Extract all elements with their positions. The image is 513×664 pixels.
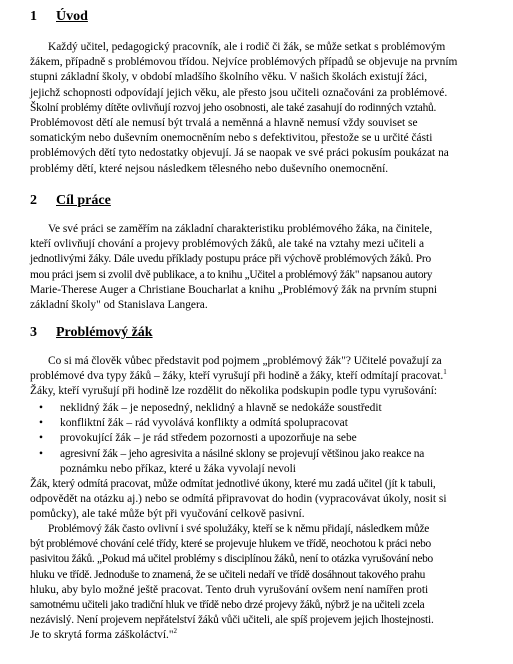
paragraph-uvod — [30, 40, 506, 177]
section-title: Cíl práce — [56, 193, 111, 208]
text-line: hluku, aby bylo možné ještě pracovat. Tento druh vyrušování ovšem není namířen proti — [30, 583, 429, 596]
section-heading-uvod — [30, 9, 88, 25]
list-item — [30, 401, 506, 416]
section-heading-problemovy-zak — [30, 325, 153, 341]
section-title: Úvod — [56, 9, 88, 24]
section-title: Problémový žák — [56, 325, 153, 340]
list-item-text: agresivní žák – jeho agresivita a násilné sklony se projevují většinou jako reakce na — [60, 447, 425, 460]
list-item — [30, 416, 506, 431]
text-line: žákem, případně s problémovou třídou. Nejvíce problémových případů se objevuje na prvním — [30, 56, 458, 69]
text-line: nezávislý. Není projevem nepřátelství žáků vůči učiteli, ale spíš projevem jejich lhostejnosti. — [30, 614, 434, 627]
text-line: být problémové chování celé třídy, které se projevuje hlukem ve třídě, neochotou k práci nebo — [30, 538, 431, 551]
text-line: pasivitou žáků. „Pokud má učitel problémy s disciplínou žáků, není to otázka vyrušování nebo — [30, 553, 433, 566]
text-line: Je to skrytá forma záškoláctví." — [30, 629, 174, 642]
text-line: mou práci jsem si zvolil dvě publikace, a to knihu „Učitel a problémový žák" napsanou autory — [30, 268, 433, 281]
section-number: 2 — [30, 193, 37, 208]
text-line: Každý učitel, pedagogický pracovník, ale i rodič či žák, se může setkat s problémovým — [48, 41, 446, 53]
list-item-text-continued: poznámku nebo příkaz, které u žáka vyvolají nevoli — [60, 462, 296, 475]
bullet-icon: • — [39, 417, 43, 430]
paragraph-cil-prace — [30, 222, 506, 313]
section-heading-cil-prace — [30, 193, 111, 209]
list-item-text: neklidný žák – je neposedný, neklidný a hlavně se nedokáže soustředit — [60, 402, 382, 414]
text-line: Ve své práci se zaměřím na základní charakteristiku problémového žáka, na činitele, — [48, 223, 433, 235]
text-line: samotnému učiteli jako tradiční hluk ve třídě nebo drzé projevy žáků, nýbrž je na učiteli zcela — [30, 599, 425, 612]
text-line: pomůcky), ale také může být při vyučování celkově pasivní. — [30, 508, 305, 521]
bullet-icon: • — [39, 447, 43, 460]
list-item-text: provokující žák – je rád středem pozornosti a upozorňuje na sebe — [60, 432, 357, 445]
paragraph-refusing-work — [30, 477, 506, 523]
text-line: kteří ovlivňují chování a projevy problémových žáků, ale také na vztahy mezi učiteli a — [30, 238, 425, 251]
text-line: Marie-Therese Auger a Christiane Boucharlat a knihu „Problémový žák na prvním stupni — [30, 283, 438, 296]
text-line: Co si má člověk vůbec představit pod pojmem „problémový žák"? Učitelé považují za — [48, 355, 442, 367]
text-line: Žák, který odmítá pracovat, může odmítat jednotlivé úkony, které mu zadá učitel (jít k tabuli, — [30, 478, 436, 490]
text-line: hluku ve třídě. Jednoduše to znamená, že se učiteli nedaří ve třídě dosáhnout takového prahu — [30, 568, 425, 581]
list-item-text: konfliktní žák – rád vyvolává konflikty a odmítá spolupracovat — [60, 417, 348, 430]
text-line-with-footnote — [30, 628, 506, 643]
text-line: somatickým nebo duševním onemocněním nebo s defektivitou, přestože se u určité části — [30, 132, 433, 145]
paragraph-influence-classmates — [30, 522, 506, 644]
text-line-with-footnote — [30, 369, 506, 384]
text-line: Problémovost dětí ale nemusí být trvalá a neměnná a hlavně nemusí vždy souviset se — [30, 117, 418, 130]
footnote-ref: 2 — [173, 627, 178, 636]
text-line: Žáky, kteří vyrušují při hodině lze rozdělit do několika podskupin podle typu vyrušování: — [30, 385, 438, 398]
section-number: 1 — [30, 9, 37, 24]
section-number: 3 — [30, 325, 37, 340]
bullet-icon: • — [39, 432, 43, 445]
text-line: Problémový žák často ovlivní i své spolužáky, kteří se k němu přidají, následkem může — [48, 523, 430, 535]
paragraph-problemovy-zak-intro — [30, 354, 506, 400]
bullet-icon: • — [39, 402, 43, 414]
list-item — [30, 447, 506, 477]
disruption-types-list — [30, 401, 506, 477]
footnote-ref: 1 — [443, 368, 447, 377]
text-line: odpovědět na otázku aj.) nebo se odmítá připravovat do hodin (vypracovávat úkoly, nosit si — [30, 493, 447, 506]
text-line: problémových dětí tyto nedostatky objevují. Já se naopak ve své práci pokusím poukázat na — [30, 147, 449, 160]
text-line: problémy dětí, které nejsou následkem tělesného nebo duševního onemocnění. — [30, 162, 389, 175]
text-line: problémové dva typy žáků – žáky, kteří vyrušují při hodině a žáky, kteří odmítají pracovat. — [30, 370, 444, 383]
text-line: stupni základní školy, v období mladšího školního věku. V našich školách existují žáci, — [30, 71, 428, 84]
text-line: základní školy" od Stanislava Langera. — [30, 299, 208, 312]
text-line: jejichž schopnosti odpovídají jejich věku, ale přesto jsou učiteli označováni za problémové. — [30, 86, 448, 99]
text-line: Školní problémy dítěte ovlivňují rozvoj jeho osobnosti, ale také zasahují do rodinných vztahů. — [30, 101, 437, 114]
text-line: jednotlivými žáky. Dále uvedu příklady postupu práce při výchově problémových žáků. Pro — [30, 253, 431, 266]
list-item — [30, 431, 506, 446]
